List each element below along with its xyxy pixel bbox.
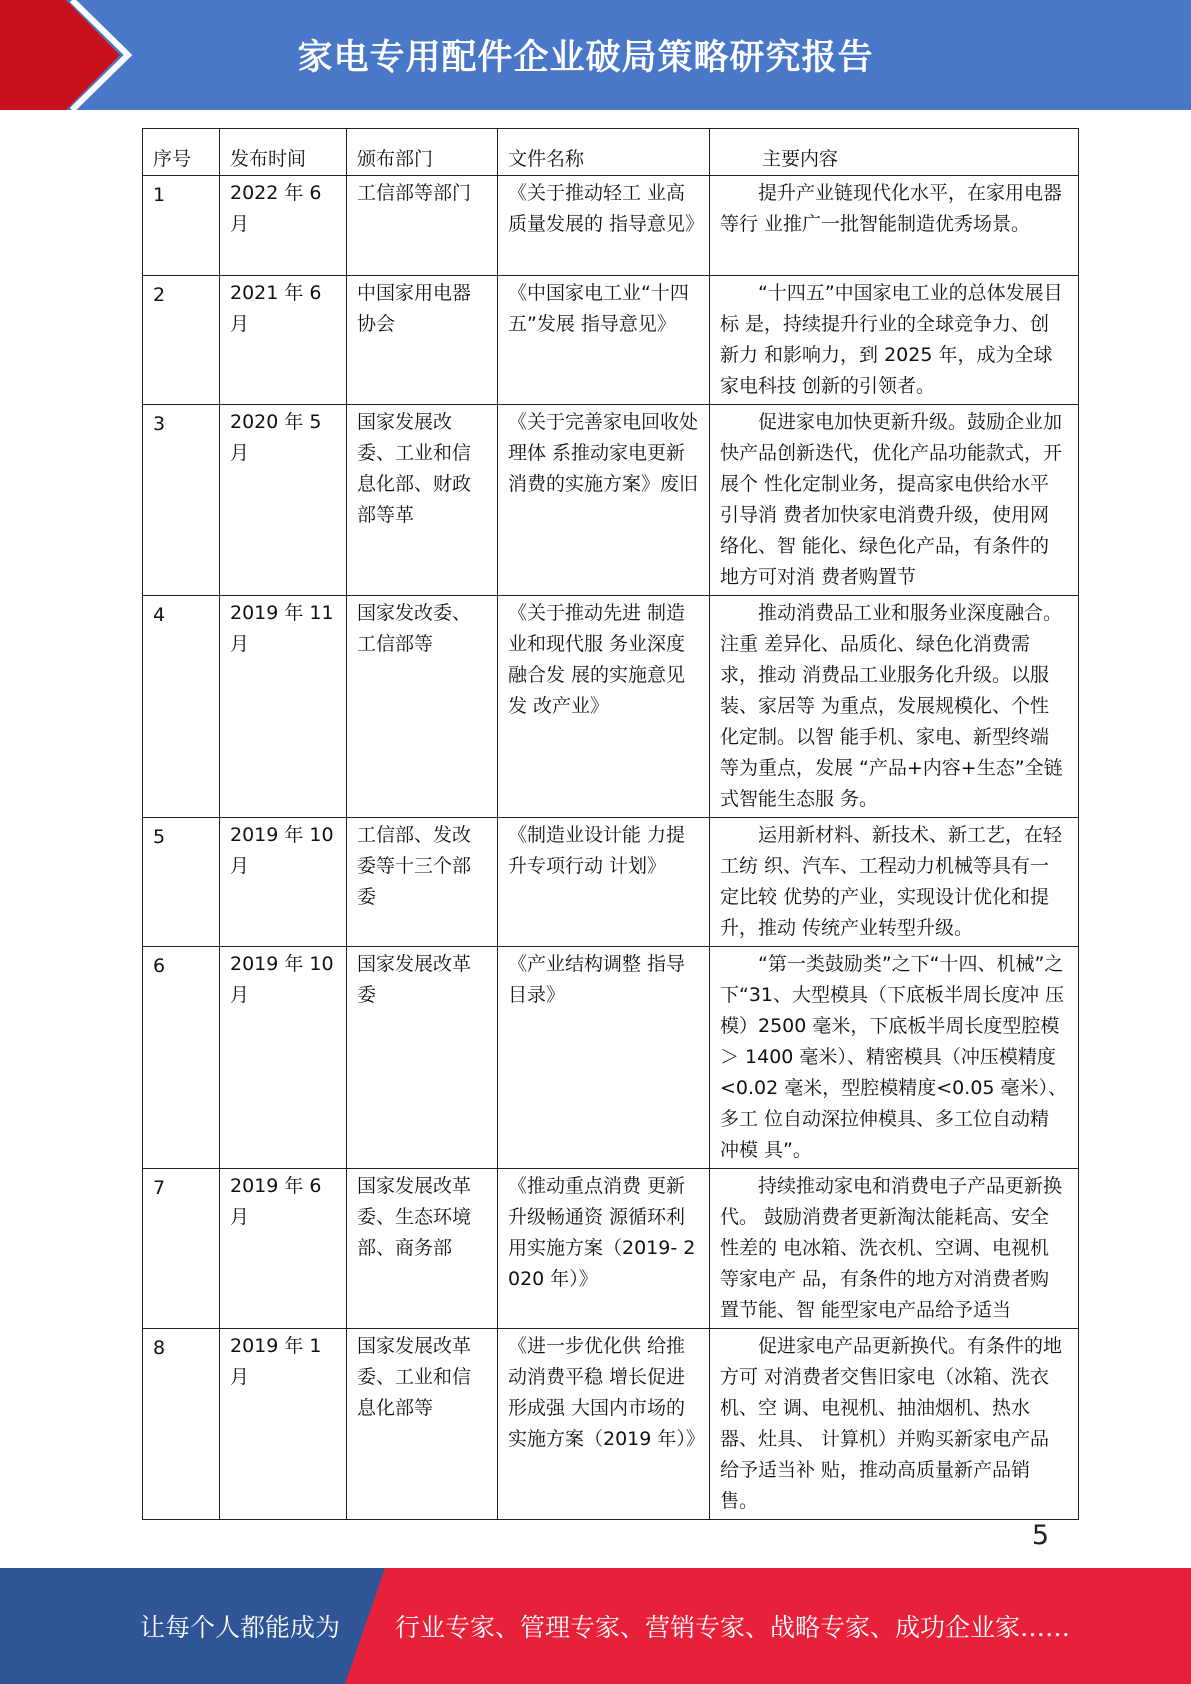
table-header-row bbox=[143, 129, 1079, 176]
cell-date: 2019 年 6 月 bbox=[220, 1169, 347, 1329]
header-doc: 文件名称 bbox=[498, 129, 710, 176]
cell-date: 2020 年 5 月 bbox=[220, 405, 347, 596]
header-date: 发布时间 bbox=[220, 129, 347, 176]
cell-content: “第一类鼓励类”之下“十四、机械”之下“31、大型模具（下底板半周长度冲 压模）2500 毫米，下底板半周长度型腔模 ＞ 1400 毫米）、精密模具（冲压模精度 <0.02 毫米，型腔模精度<0.05 毫米）、多工 位自动深拉伸模具、多工位自动精冲模 具”。 bbox=[710, 947, 1079, 1169]
header-seq: 序号 bbox=[143, 129, 220, 176]
table-row bbox=[143, 276, 1079, 405]
table-row bbox=[143, 596, 1079, 818]
table-row bbox=[143, 1329, 1079, 1520]
footer-slogan-left: 让每个人都能成为 bbox=[140, 1613, 341, 1642]
cell-content: 促进家电产品更新换代。有条件的地方可 对消费者交售旧家电（冰箱、洗衣机、空 调、电视机、抽油烟机、热水器、灶具、 计算机）并购买新家电产品给予适当补 贴，推动高质量新产品销售。 bbox=[710, 1329, 1079, 1520]
cell-date: 2022 年 6 月 bbox=[220, 176, 347, 276]
cell-date: 2019 年 10 月 bbox=[220, 818, 347, 947]
table-row bbox=[143, 947, 1079, 1169]
cell-content: 推动消费品工业和服务业深度融合。注重 差异化、品质化、绿色化消费需求，推动 消费品工业服务化升级。以服装、家居等 为重点，发展规模化、个性化定制。以智 能手机、家电、新型终端等为重点，发展 “产品+内容+生态”全链式智能生态服 务。 bbox=[710, 596, 1079, 818]
cell-seq: 4 bbox=[143, 596, 220, 818]
cell-dept: 国家发展改革委 bbox=[347, 947, 498, 1169]
cell-seq: 2 bbox=[143, 276, 220, 405]
cell-doc: 《关于推动轻工 业高质量发展的 指导意见》 bbox=[498, 176, 710, 276]
cell-dept: 国家发改委、工信部等 bbox=[347, 596, 498, 818]
cell-doc: 《关于完善家电回收处理体 系推动家电更新 消费的实施方案》废旧 bbox=[498, 405, 710, 596]
table-row bbox=[143, 818, 1079, 947]
cell-dept: 国家发展改革委、工业和信息化部等 bbox=[347, 1329, 498, 1520]
footer-slogan-right: 行业专家、管理专家、营销专家、战略专家、成功企业家…… bbox=[395, 1613, 1071, 1642]
cell-dept: 国家发展改革委、生态环境部、商务部 bbox=[347, 1169, 498, 1329]
cell-doc: 《关于推动先进 制造业和现代服 务业深度融合发 展的实施意见发 改产业》 bbox=[498, 596, 710, 818]
cell-content: 运用新材料、新技术、新工艺，在轻工纺 织、汽车、工程动力机械等具有一定比较 优势的产业，实现设计优化和提升，推动 传统产业转型升级。 bbox=[710, 818, 1079, 947]
cell-seq: 1 bbox=[143, 176, 220, 276]
cell-dept: 工信部等部门 bbox=[347, 176, 498, 276]
cell-date: 2021 年 6 月 bbox=[220, 276, 347, 405]
cell-date: 2019 年 10 月 bbox=[220, 947, 347, 1169]
header-content: 主要内容 bbox=[710, 129, 1079, 176]
table-row bbox=[143, 176, 1079, 276]
cell-date: 2019 年 11 月 bbox=[220, 596, 347, 818]
cell-doc: 《制造业设计能 力提升专项行动 计划》 bbox=[498, 818, 710, 947]
cell-seq: 7 bbox=[143, 1169, 220, 1329]
cell-dept: 工信部、发改委等十三个部委 bbox=[347, 818, 498, 947]
policy-table bbox=[142, 128, 1079, 1520]
cell-doc: 《推动重点消费 更新升级畅通资 源循环利用实施方案（2019- 2020 年）》 bbox=[498, 1169, 710, 1329]
cell-doc: 《进一步优化供 给推动消费平稳 增长促进形成强 大国内市场的实施方案（2019 年）》 bbox=[498, 1329, 710, 1520]
header-banner bbox=[0, 0, 1191, 110]
header-arrow-graphic bbox=[0, 0, 150, 110]
cell-doc: 《中国家电工业“十四五”发展 指导意见》 bbox=[498, 276, 710, 405]
cell-content: 促进家电加快更新升级。鼓励企业加快产品创新迭代，优化产品功能款式，开展个 性化定制业务，提高家电供给水平引导消 费者加快家电消费升级，使用网络化、智 能化、绿色化产品，有条件的地方可对消 费者购置节 bbox=[710, 405, 1079, 596]
cell-doc: 《产业结构调整 指导目录》 bbox=[498, 947, 710, 1169]
header-dept: 颁布部门 bbox=[347, 129, 498, 176]
cell-seq: 6 bbox=[143, 947, 220, 1169]
cell-content: 提升产业链现代化水平，在家用电器等行 业推广一批智能制造优秀场景。 bbox=[710, 176, 1079, 276]
cell-seq: 8 bbox=[143, 1329, 220, 1520]
cell-content: 持续推动家电和消费电子产品更新换代。 鼓励消费者更新淘汰能耗高、安全性差的 电冰箱、洗衣机、空调、电视机等家电产 品，有条件的地方对消费者购置节能、智 能型家电产品给予适当 bbox=[710, 1169, 1079, 1329]
cell-date: 2019 年 1 月 bbox=[220, 1329, 347, 1520]
cell-seq: 3 bbox=[143, 405, 220, 596]
cell-dept: 中国家用电器协会 bbox=[347, 276, 498, 405]
cell-dept: 国家发展改委、工业和信息化部、财政部等革 bbox=[347, 405, 498, 596]
table-row bbox=[143, 1169, 1079, 1329]
footer-banner bbox=[0, 1568, 1191, 1684]
report-title: 家电专用配件企业破局策略研究报告 bbox=[297, 38, 874, 78]
page-number: 5 bbox=[1031, 1520, 1049, 1551]
cell-seq: 5 bbox=[143, 818, 220, 947]
cell-content: “十四五”中国家电工业的总体发展目标 是，持续提升行业的全球竞争力、创新力 和影响力，到 2025 年，成为全球家电科技 创新的引领者。 bbox=[710, 276, 1079, 405]
table-row bbox=[143, 405, 1079, 596]
